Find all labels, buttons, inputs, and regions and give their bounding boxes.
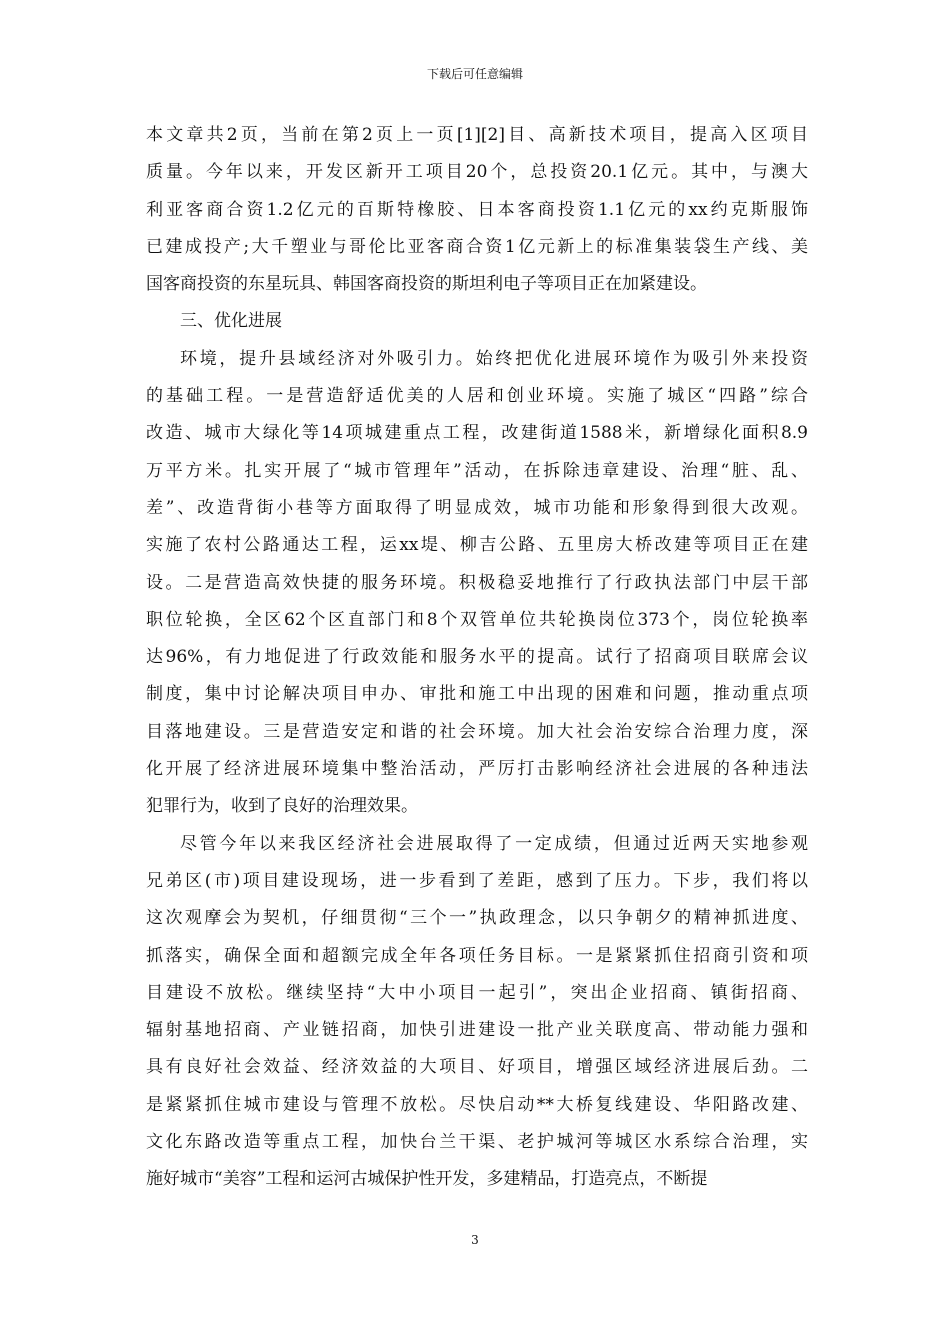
text-line: 具有良好社会效益、经济效益的大项目、好项目，增强区域经济进展后劲。二 [146, 1057, 808, 1078]
paragraph [146, 117, 808, 303]
paragraph [146, 341, 808, 826]
text-line: 环境，提升县域经济对外吸引力。始终把优化进展环境作为吸引外来投资 [180, 348, 808, 369]
page-number: 3 [471, 1233, 479, 1247]
paragraph [146, 826, 808, 1199]
text-line: 目建设不放松。继续坚持“大中小项目一起引”，突出企业招商、镇街招商、 [146, 982, 808, 1003]
text-line: 文化东路改造等重点工程，加快台兰干渠、老护城河等城区水系综合治理，实 [146, 1132, 808, 1153]
text-line: 的基础工程。一是营造舒适优美的人居和创业环境。实施了城区“四路”综合 [146, 386, 808, 407]
text-line: 施好城市“美容”工程和运河古城保护性开发，多建精品，打造亮点，不断提 [146, 1169, 708, 1190]
paragraph [146, 303, 808, 340]
text-line: 辐射基地招商、产业链招商，加快引进建设一批产业关联度高、带动能力强和 [146, 1020, 808, 1041]
text-line: 实施了农村公路通达工程，运xx堤、柳吉公路、五里房大桥改建等项目正在建 [146, 535, 808, 556]
text-line: 达96%，有力地促进了行政效能和服务水平的提高。试行了招商项目联席会议 [146, 647, 808, 668]
text-line: 职位轮换，全区62个区直部门和8个双管单位共轮换岗位373个，岗位轮换率 [146, 609, 808, 630]
text-line: 国客商投资的东星玩具、韩国客商投资的斯坦利电子等项目正在加紧建设。 [146, 274, 707, 295]
text-line: 已建成投产;大千塑业与哥伦比亚客商合资1亿元新上的标准集装袋生产线、美 [146, 236, 808, 257]
text-line: 三、优化进展 [180, 311, 282, 332]
text-line: 目落地建设。三是营造安定和谐的社会环境。加大社会治安综合治理力度，深 [146, 721, 808, 742]
text-line: 是紧紧抓住城市建设与管理不放松。尽快启动**大桥复线建设、华阳路改建、 [146, 1094, 808, 1115]
text-line: 改造、城市大绿化等14项城建重点工程，改建街道1588米，新增绿化面积8.9 [146, 423, 808, 444]
document-body [146, 117, 808, 1199]
text-line: 本文章共2页，当前在第2页上一页[1][2]目、高新技术项目，提高入区项目 [146, 125, 808, 145]
text-line: 制度，集中讨论解决项目申办、审批和施工中出现的困难和问题，推动重点项 [146, 684, 808, 705]
text-line: 质量。今年以来，开发区新开工项目20个，总投资20.1亿元。其中，与澳大 [146, 162, 808, 183]
text-line: 尽管今年以来我区经济社会进展取得了一定成绩，但通过近两天实地参观 [180, 833, 808, 854]
page-header: 下载后可任意编辑 [426, 67, 523, 81]
text-line: 犯罪行为，收到了良好的治理效果。 [146, 796, 418, 817]
text-line: 设。二是营造高效快捷的服务环境。积极稳妥地推行了行政执法部门中层干部 [146, 572, 808, 593]
text-line: 化开展了经济进展环境集中整治活动，严厉打击影响经济社会进展的各种违法 [146, 759, 808, 780]
text-line: 抓落实，确保全面和超额完成全年各项任务目标。一是紧紧抓住招商引资和项 [146, 945, 808, 966]
text-line: 万平方米。扎实开展了“城市管理年”活动，在拆除违章建设、治理“脏、乱、 [146, 460, 808, 481]
text-line: 差”、改造背街小巷等方面取得了明显成效，城市功能和形象得到很大改观。 [146, 497, 808, 518]
text-line: 这次观摩会为契机，仔细贯彻“三个一”执政理念，以只争朝夕的精神抓进度、 [146, 908, 808, 929]
text-line: 利亚客商合资1.2亿元的百斯特橡胶、日本客商投资1.1亿元的xx约克斯服饰 [146, 199, 808, 220]
text-line: 兄弟区(市)项目建设现场，进一步看到了差距，感到了压力。下步，我们将以 [146, 870, 808, 891]
